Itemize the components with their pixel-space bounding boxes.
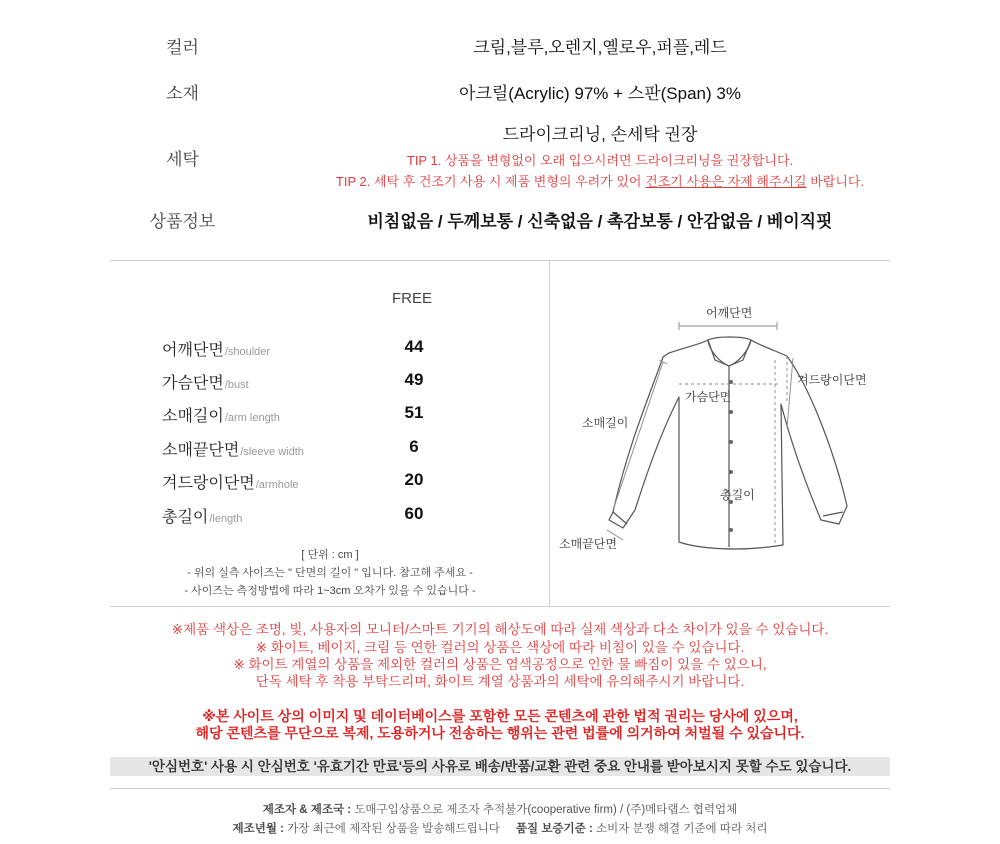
maker-value: 도매구입상품으로 제조자 추적불가(cooperative firm) / (주)메타랩스 협력업체 xyxy=(351,804,738,816)
divider-bottom xyxy=(110,788,890,789)
notice-dye: ※ 화이트 계열의 상품을 제외한 컬러의 상품은 염색공정으로 인한 물 빠짐이 있을 수 있으니, xyxy=(233,657,767,672)
diagram-label-sleeve-width: 소매끝단면 xyxy=(559,537,617,551)
notice-copyright-2: 해당 콘텐츠를 무단으로 복제, 도용하거나 전송하는 행위는 관련 법률에 의거하여 처벌될 수 있습니다. xyxy=(195,725,805,741)
size-row xyxy=(162,504,462,528)
wash-tip-2 xyxy=(310,171,890,190)
date-label: 제조년월 : xyxy=(232,823,284,835)
size-value: 49 xyxy=(404,370,424,389)
footer-date-quality xyxy=(110,820,890,836)
shirt-outline-icon xyxy=(609,337,847,549)
notice-wash-separately: 단독 세탁 후 착용 부탁드리며, 화이트 계열 상품과의 세탁에 유의해주시기 바랍니다. xyxy=(255,674,745,689)
wash-value: 드라이크리닝, 손세탁 권장 xyxy=(502,125,698,144)
divider-top xyxy=(110,260,890,261)
tip2-underlined: 건조기 사용은 자제 해주시길 xyxy=(645,174,807,189)
color-label: 컬러 xyxy=(166,38,199,57)
diagram-label-shoulder: 어깨단면 xyxy=(706,306,753,320)
info-value: 비침없음 / 두께보통 / 신축없음 / 촉감보통 / 안감없음 / 베이직핏 xyxy=(367,212,833,231)
diagram-label-bust: 가슴단면 xyxy=(685,390,732,404)
tip2-text-c: 바랍니다. xyxy=(806,174,865,189)
size-name: 소매끝단면/sleeve width xyxy=(162,442,304,459)
size-value: 51 xyxy=(404,403,424,422)
size-name: 어깨단면/shoulder xyxy=(162,342,271,359)
divider-middle xyxy=(110,606,890,607)
shirt-measurement-diagram xyxy=(551,262,890,606)
material-label: 소재 xyxy=(166,84,199,103)
size-name: 소매길이/arm length xyxy=(162,408,280,425)
quality-value: 소비자 분쟁 해결 기준에 따라 처리 xyxy=(592,823,768,835)
size-name: 총길이/length xyxy=(162,509,243,526)
size-value: 44 xyxy=(404,337,424,356)
size-row xyxy=(162,337,462,361)
size-row xyxy=(162,437,462,461)
diagram-label-total-length: 총길이 xyxy=(720,488,755,502)
diagram-label-armhole: 겨드랑이단면 xyxy=(797,373,867,387)
info-label: 상품정보 xyxy=(149,212,216,231)
wash-tip-1: TIP 1. 상품을 변형없이 오래 입으시려면 드라이크리닝을 권장합니다. xyxy=(406,153,794,168)
size-name: 가슴단면/bust xyxy=(162,375,249,392)
footer-maker xyxy=(110,801,890,817)
size-value: 60 xyxy=(404,504,424,523)
tip2-text-a: TIP 2. 세탁 후 건조기 사용 시 제품 변형의 우려가 있어 xyxy=(335,174,646,189)
date-value: 가장 최근에 제작된 상품을 발송해드립니다 xyxy=(283,823,500,835)
quality-label: 품질 보증기준 : xyxy=(515,823,593,835)
size-row xyxy=(162,470,462,494)
wash-label: 세탁 xyxy=(166,150,199,169)
notice-color: ※제품 색상은 조명, 빛, 사용자의 모니터/스마트 기기의 해상도에 따라 실제 색상과 다소 차이가 있을 수 있습니다. xyxy=(171,622,829,637)
material-value: 아크릴(Acrylic) 97% + 스판(Span) 3% xyxy=(459,84,741,103)
diagram-label-sleeve-length: 소매길이 xyxy=(582,416,629,430)
size-note-1: - 위의 실측 사이즈는 " 단면의 길이 " 입니다. 참고해 주세요 - xyxy=(187,567,473,579)
size-header: FREE xyxy=(391,290,432,307)
notice-copyright-1: ※본 사이트 상의 이미지 및 데이터베이스를 포함한 모든 콘텐츠에 관한 법적 권리는 당사에 있으며, xyxy=(202,708,798,724)
size-row xyxy=(162,403,462,427)
size-name: 겨드랑이단면/armhole xyxy=(162,475,299,492)
safe-number-notice: '안심번호' 사용 시 안심번호 '유효기간 만료'등의 사유로 배송/반품/교환 관련 중요 안내를 받아보시지 못할 수도 있습니다. xyxy=(110,757,890,776)
size-unit: [ 단위 : cm ] xyxy=(301,549,359,561)
notice-light-colors: ※ 화이트, 베이지, 크림 등 연한 컬러의 상품은 색상에 따라 비침이 있을 수 있습니다. xyxy=(255,640,745,655)
maker-label: 제조자 & 제조국 : xyxy=(262,804,352,816)
color-value: 크림,블루,오렌지,옐로우,퍼플,레드 xyxy=(473,38,727,57)
size-row xyxy=(162,370,462,394)
size-value: 6 xyxy=(409,437,419,456)
size-value: 20 xyxy=(404,470,424,489)
size-note-2: - 사이즈는 측정방법에 따라 1~3cm 오차가 있을 수 있습니다 - xyxy=(184,585,476,597)
